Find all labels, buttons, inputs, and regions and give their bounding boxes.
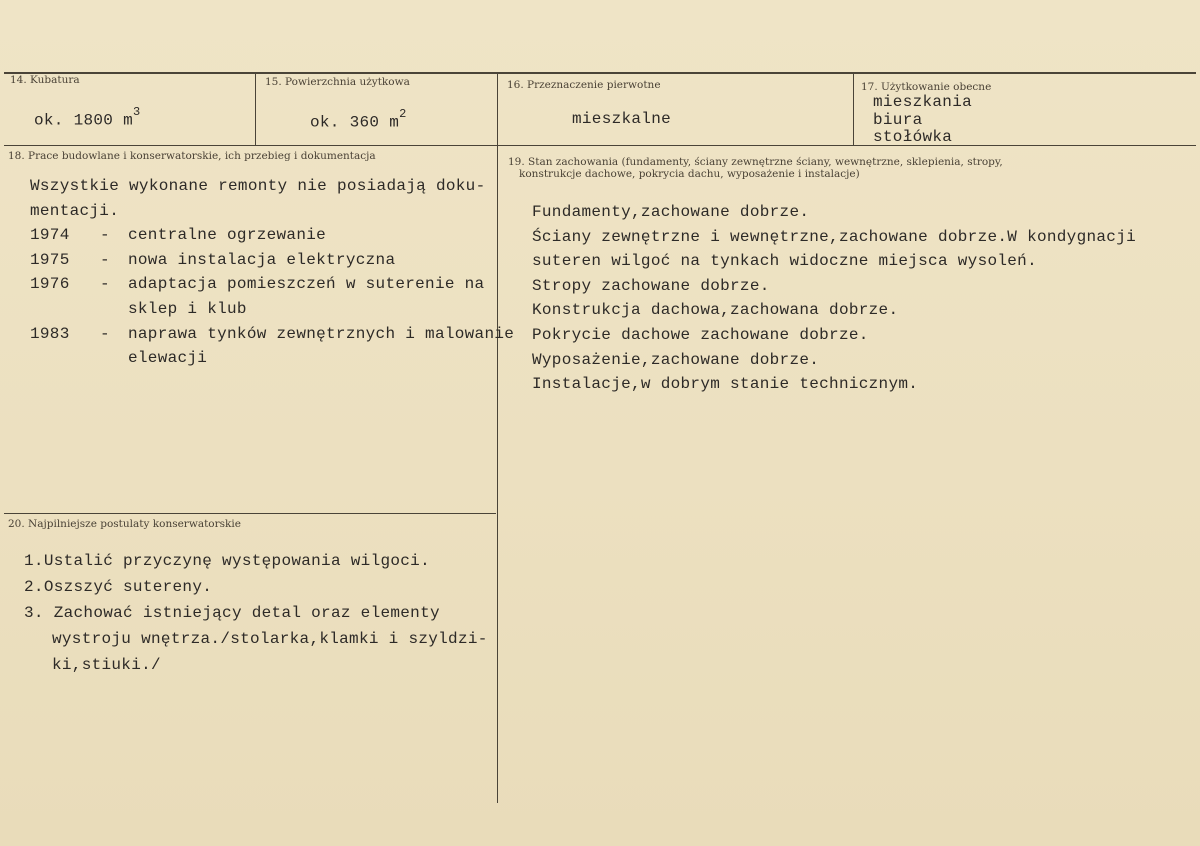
field-20-body: [24, 548, 488, 678]
field-16-label: 16. Przeznaczenie pierwotne: [507, 79, 661, 91]
section-18-20-rule: [4, 513, 496, 514]
entry-year: 1974: [30, 226, 70, 245]
field-19-line: Fundamenty,zachowane dobrze.: [532, 203, 810, 221]
field-18-body: [30, 174, 514, 371]
field-15-unit-exponent: 2: [399, 107, 407, 121]
field-15-value: [310, 107, 407, 132]
field-18-entry-1975: [30, 248, 514, 273]
field-18-intro-line-2: mentacji.: [30, 201, 120, 220]
entry-text: nowa instalacja elektryczna: [128, 250, 396, 269]
field-19-label-line-1: 19. Stan zachowania (fundamenty, ściany zewnętrzne ściany, wewnętrzne, sklepienia, stropy,: [508, 156, 1003, 168]
field-19-body: [532, 200, 1136, 397]
field-18-intro-line-1: Wszystkie wykonane remonty nie posiadają doku-: [30, 177, 486, 195]
field-19-line: Wyposażenie,zachowane dobrze.: [532, 350, 820, 369]
entry-dash: -: [100, 226, 110, 245]
field-19-line: suteren wilgoć na tynkach widoczne miejsca wysoleń.: [532, 252, 1037, 271]
field-19-line: Pokrycie dachowe zachowane dobrze.: [532, 325, 869, 344]
row-rule: [4, 145, 1196, 146]
entry-text: centralne ogrzewanie: [128, 226, 327, 245]
field-20-item-3-cont: [24, 626, 488, 652]
field-19-line: Stropy zachowane dobrze.: [532, 276, 770, 295]
field-15-text: ok. 360 m: [310, 113, 400, 132]
field-14-unit-exponent: 3: [133, 105, 141, 119]
field-20-item-2: [24, 574, 488, 600]
field-17-value-3: stołówka: [873, 128, 953, 146]
field-17-label: 17. Użytkowanie obecne: [861, 81, 992, 93]
field-14-text: ok. 1800 m: [34, 111, 134, 130]
field-16-value: mieszkalne: [572, 110, 672, 128]
item-number: 2.: [24, 578, 44, 596]
field-19-line: Ściany zewnętrzne i wewnętrzne,zachowane dobrze.W kondygnacji: [532, 227, 1136, 246]
item-text: Oszszyć sutereny.: [43, 578, 213, 596]
divider-16-17: [853, 73, 854, 145]
field-20-item-1: [24, 548, 488, 574]
field-17-value-2: biura: [873, 111, 923, 129]
item-text: Zachować istniejący detal oraz elementy: [53, 604, 440, 622]
entry-year: 1976: [30, 275, 70, 294]
entry-year: 1975: [30, 250, 70, 269]
field-15-label: 15. Powierzchnia użytkowa: [265, 76, 410, 88]
entry-dash: -: [100, 275, 110, 294]
entry-text: adaptacja pomieszczeń w suterenie na: [128, 275, 485, 294]
top-rule: [4, 72, 1196, 74]
field-18-entry-1974: [30, 223, 514, 248]
field-17-value-1: mieszkania: [873, 93, 973, 111]
entry-text: naprawa tynków zewnętrznych i malowanie: [128, 324, 515, 343]
divider-14-15: [255, 73, 256, 145]
field-14-value: [34, 105, 141, 130]
entry-dash: -: [100, 324, 110, 343]
item-text: Ustalić przyczynę występowania wilgoci.: [43, 552, 430, 570]
field-20-label: 20. Najpilniejsze postulaty konserwatorskie: [8, 518, 241, 530]
field-19-line: Instalacje,w dobrym stanie technicznym.: [532, 375, 919, 394]
field-18-entry-1983: [30, 322, 514, 347]
entry-text: elewacji: [128, 349, 208, 368]
field-20-item-3-cont: [24, 652, 488, 678]
field-19-line: Konstrukcja dachowa,zachowana dobrze.: [532, 301, 899, 320]
field-18-entry-1983-cont: [30, 346, 514, 371]
entry-text: sklep i klub: [128, 299, 247, 318]
item-number: 3.: [24, 604, 44, 622]
item-text: wystroju wnętrza./stolarka,klamki i szyldzi-: [52, 630, 488, 648]
item-text: ki,stiuki./: [52, 656, 161, 674]
field-20-item-3: [24, 600, 488, 626]
field-18-entry-1976-cont: [30, 297, 514, 322]
field-14-label: 14. Kubatura: [10, 74, 80, 86]
field-18-entry-1976: [30, 272, 514, 297]
entry-dash: -: [100, 250, 110, 269]
field-19-label-line-2: konstrukcje dachowe, pokrycia dachu, wyposażenie i instalacje): [519, 168, 860, 180]
item-number: 1.: [24, 552, 44, 570]
entry-year: 1983: [30, 324, 70, 343]
field-18-label: 18. Prace budowlane i konserwatorskie, ich przebieg i dokumentacja: [8, 150, 376, 162]
